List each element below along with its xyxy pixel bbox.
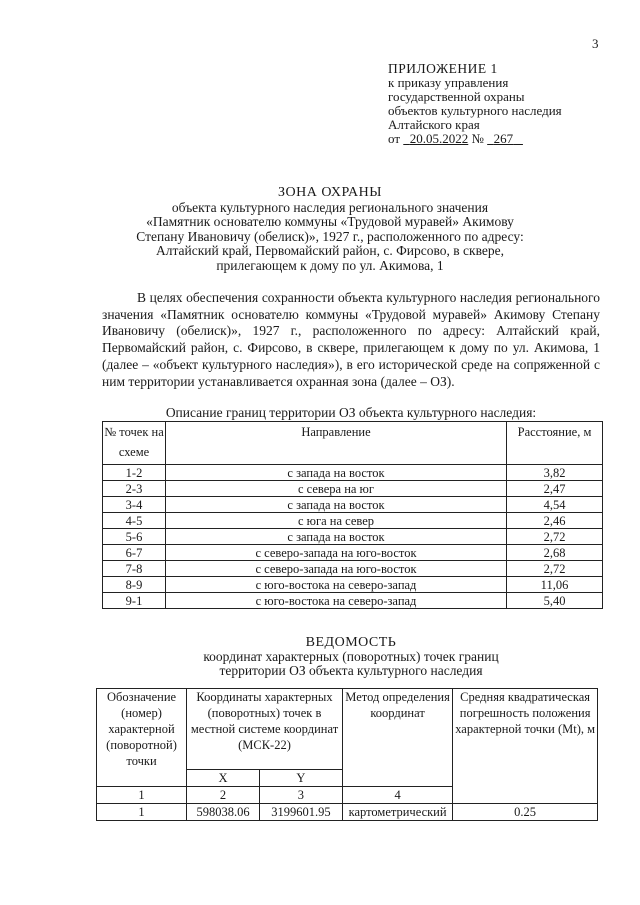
table-row <box>103 465 603 481</box>
cell-distance: 2,46 <box>507 513 603 529</box>
cell-direction: с юго-востока на северо-запад <box>166 593 507 609</box>
zone-line: «Памятник основателю коммуны «Трудовой муравей» Акимову <box>146 214 514 229</box>
table-row <box>97 804 598 821</box>
cell-points: 5-6 <box>103 529 166 545</box>
cell-distance: 2,68 <box>507 545 603 561</box>
table-row <box>103 593 603 609</box>
appendix-header <box>388 62 562 146</box>
vedomost-title: ВЕДОМОСТЬ <box>305 635 397 650</box>
cell-direction: с севера на юг <box>166 481 507 497</box>
header-accuracy: Средняя квадратическая погрешность положения характерной точки (Mt), м <box>453 689 598 804</box>
cell-points: 2-3 <box>103 481 166 497</box>
table-row <box>103 577 603 593</box>
cell-distance: 4,54 <box>507 497 603 513</box>
number-sign: № <box>471 131 484 146</box>
cell-direction: с запада на восток <box>166 465 507 481</box>
col-number: 3 <box>259 787 342 804</box>
cell-distance: 3,82 <box>507 465 603 481</box>
page-number: 3 <box>592 36 599 51</box>
cell-direction: с запада на восток <box>166 529 507 545</box>
cell-points: 6-7 <box>103 545 166 561</box>
table-header-row <box>103 422 603 465</box>
order-number-value: 267 <box>493 131 514 146</box>
order-date-value: 20.05.2022 <box>409 131 469 146</box>
table-row <box>103 529 603 545</box>
cell-direction: с юго-востока на северо-запад <box>166 577 507 593</box>
header-direction: Направление <box>166 422 507 465</box>
header-points: № точек на схеме <box>103 422 166 465</box>
cell-distance: 2,72 <box>507 561 603 577</box>
table-row <box>103 513 603 529</box>
cell-accuracy: 0.25 <box>453 804 598 821</box>
intro-paragraph: В целях обеспечения сохранности объекта культурного наследия регионального значения «Памятник основателю коммуны «Трудовой муравей» Акимову Степану Ивановичу (обелиск)», 1927 г., расположенного по адресу: Алтайский край, Первомайский район, с. Фирсово, в сквере, прилегающем к дому по ул. Акимова, 1 (далее – «объект культурного наследия»), в его исторической среде на сопряженной с ним территории устанавливается охранная зона (далее – ОЗ). <box>102 290 600 389</box>
cell-y: 3199601.95 <box>259 804 342 821</box>
coordinates-table <box>96 688 598 821</box>
header-designation: Обозначение (номер) характерной (поворотной) точки <box>97 689 187 787</box>
vedomost-line: территории ОЗ объекта культурного наследия <box>219 663 483 678</box>
cell-points: 9-1 <box>103 593 166 609</box>
table-row <box>103 545 603 561</box>
col-number: 1 <box>97 787 187 804</box>
cell-method: картометрический <box>342 804 452 821</box>
appendix-line: государственной охраны <box>388 89 525 104</box>
cell-points: 3-4 <box>103 497 166 513</box>
table-header-row <box>97 689 598 770</box>
cell-designation: 1 <box>97 804 187 821</box>
header-y: Y <box>259 770 342 787</box>
header-distance: Расстояние, м <box>507 422 603 465</box>
cell-direction: с юга на север <box>166 513 507 529</box>
order-number <box>487 131 523 146</box>
zone-title: ЗОНА ОХРАНЫ <box>278 185 382 200</box>
table-row <box>103 561 603 577</box>
header-x: X <box>187 770 260 787</box>
cell-distance: 2,47 <box>507 481 603 497</box>
intro-section <box>102 290 600 390</box>
header-coordinates: Координаты характерных (поворотных) точек в местной системе координат (МСК-22) <box>187 689 343 770</box>
cell-distance: 2,72 <box>507 529 603 545</box>
cell-x: 598038.06 <box>187 804 260 821</box>
cell-points: 1-2 <box>103 465 166 481</box>
boundary-table <box>102 421 603 609</box>
col-number: 4 <box>342 787 452 804</box>
order-date <box>403 131 468 146</box>
cell-distance: 11,06 <box>507 577 603 593</box>
appendix-line: к приказу управления <box>388 75 509 90</box>
table-row <box>103 481 603 497</box>
from-prefix: от <box>388 131 401 146</box>
col-number: 2 <box>187 787 260 804</box>
appendix-line: Алтайского края <box>388 117 480 132</box>
cell-points: 4-5 <box>103 513 166 529</box>
zone-line: прилегающем к дому по ул. Акимова, 1 <box>216 257 444 273</box>
appendix-heading: ПРИЛОЖЕНИЕ 1 <box>388 61 498 76</box>
zone-line: объекта культурного наследия регионального значения <box>171 199 489 215</box>
order-date-line <box>388 132 562 146</box>
zone-title-block <box>60 186 600 273</box>
boundary-table-caption: Описание границ территории ОЗ объекта культурного наследия: <box>165 405 537 420</box>
zone-line: Алтайский край, Первомайский район, с. Фирсово, в сквере, <box>155 243 505 258</box>
zone-line: Степану Ивановичу (обелиск)», 1927 г., расположенного по адресу: <box>136 228 524 244</box>
vedomost-title-block <box>102 636 600 678</box>
vedomost-line: координат характерных (поворотных) точек границ <box>203 649 499 664</box>
header-method: Метод определения координат <box>342 689 452 787</box>
cell-direction: с северо-запада на юго-восток <box>166 561 507 577</box>
cell-direction: с северо-запада на юго-восток <box>166 545 507 561</box>
cell-points: 7-8 <box>103 561 166 577</box>
cell-distance: 5,40 <box>507 593 603 609</box>
appendix-line: объектов культурного наследия <box>388 103 562 118</box>
cell-points: 8-9 <box>103 577 166 593</box>
table-row <box>103 497 603 513</box>
cell-direction: с запада на восток <box>166 497 507 513</box>
